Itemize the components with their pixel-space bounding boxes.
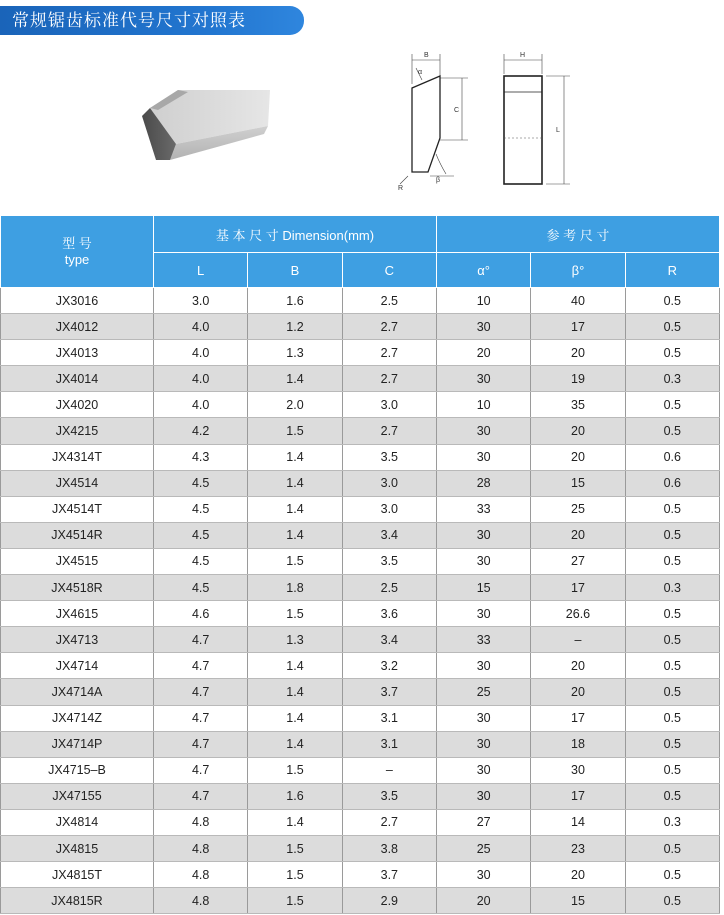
cell-beta: 15 — [531, 888, 625, 914]
cell-type: JX4515 — [1, 548, 154, 574]
cell-r: 0.5 — [625, 340, 719, 366]
cell-r: 0.5 — [625, 757, 719, 783]
cell-b: 1.8 — [248, 575, 342, 601]
cell-c: 3.2 — [342, 653, 436, 679]
cell-alpha: 27 — [436, 809, 530, 835]
cell-type: JX4012 — [1, 314, 154, 340]
table-row — [1, 392, 720, 418]
table-row — [1, 653, 720, 679]
cell-r: 0.5 — [625, 783, 719, 809]
cell-l: 4.0 — [154, 314, 248, 340]
cell-type: JX4518R — [1, 575, 154, 601]
cell-beta: 20 — [531, 679, 625, 705]
table-row — [1, 627, 720, 653]
cell-r: 0.5 — [625, 314, 719, 340]
cell-l: 4.7 — [154, 653, 248, 679]
cell-b: 1.4 — [248, 705, 342, 731]
cell-b: 2.0 — [248, 392, 342, 418]
header-col-b: B — [248, 253, 342, 288]
dimension-table-container — [0, 215, 719, 914]
cell-beta: 14 — [531, 809, 625, 835]
cell-b: 1.5 — [248, 418, 342, 444]
cell-alpha: 30 — [436, 705, 530, 731]
cell-alpha: 30 — [436, 601, 530, 627]
table-row — [1, 418, 720, 444]
table-row — [1, 809, 720, 835]
cell-alpha: 30 — [436, 731, 530, 757]
cell-l: 4.5 — [154, 575, 248, 601]
cell-c: 2.9 — [342, 888, 436, 914]
cell-r: 0.5 — [625, 288, 719, 314]
cell-alpha: 15 — [436, 575, 530, 601]
table-row — [1, 366, 720, 392]
header-type-en: type — [64, 251, 90, 267]
cell-alpha: 30 — [436, 314, 530, 340]
header-col-alpha: α° — [436, 253, 530, 288]
cell-c: 2.5 — [342, 288, 436, 314]
cell-beta: 25 — [531, 496, 625, 522]
cell-alpha: 10 — [436, 288, 530, 314]
cell-r: 0.5 — [625, 705, 719, 731]
cell-beta: 35 — [531, 392, 625, 418]
cell-l: 4.7 — [154, 757, 248, 783]
cell-b: 1.3 — [248, 340, 342, 366]
cell-beta: 26.6 — [531, 601, 625, 627]
cell-alpha: 20 — [436, 340, 530, 366]
cell-r: 0.5 — [625, 418, 719, 444]
cell-l: 4.5 — [154, 470, 248, 496]
cell-l: 4.5 — [154, 548, 248, 574]
cell-c: 3.7 — [342, 679, 436, 705]
cell-alpha: 33 — [436, 496, 530, 522]
cell-beta: 40 — [531, 288, 625, 314]
label-r: R — [398, 185, 404, 192]
cell-b: 1.4 — [248, 809, 342, 835]
cell-r: 0.5 — [625, 888, 719, 914]
cell-l: 4.5 — [154, 522, 248, 548]
page-title: 常规锯齿标准代号尺寸对照表 — [0, 6, 304, 35]
table-row — [1, 496, 720, 522]
cell-type: JX4714P — [1, 731, 154, 757]
label-h: H — [520, 52, 526, 59]
cell-alpha: 20 — [436, 888, 530, 914]
table-row — [1, 522, 720, 548]
table-row — [1, 705, 720, 731]
cell-type: JX4715–B — [1, 757, 154, 783]
cell-r: 0.3 — [625, 366, 719, 392]
dimension-table — [0, 215, 720, 914]
cell-b: 1.5 — [248, 548, 342, 574]
cell-type: JX4514T — [1, 496, 154, 522]
cell-beta: 17 — [531, 705, 625, 731]
cell-c: 2.7 — [342, 314, 436, 340]
cell-beta: 20 — [531, 653, 625, 679]
cell-c: 3.1 — [342, 731, 436, 757]
header-reference-group: 参 考 尺 寸 — [436, 216, 719, 253]
table-row — [1, 444, 720, 470]
cell-l: 4.0 — [154, 340, 248, 366]
cell-beta: 23 — [531, 835, 625, 861]
table-row — [1, 862, 720, 888]
header-col-c: C — [342, 253, 436, 288]
table-body — [1, 288, 720, 914]
cell-r: 0.5 — [625, 731, 719, 757]
cell-c: 3.0 — [342, 496, 436, 522]
table-row — [1, 835, 720, 861]
cell-l: 4.7 — [154, 731, 248, 757]
cell-c: 3.5 — [342, 548, 436, 574]
cell-b: 1.6 — [248, 783, 342, 809]
label-c: C — [454, 107, 460, 114]
cell-b: 1.5 — [248, 888, 342, 914]
cell-r: 0.5 — [625, 601, 719, 627]
cell-alpha: 30 — [436, 366, 530, 392]
saw-tip-image — [138, 86, 278, 166]
cell-b: 1.3 — [248, 627, 342, 653]
header-type-cn: 型 号 — [62, 235, 92, 251]
cell-r: 0.5 — [625, 627, 719, 653]
cell-c: 3.6 — [342, 601, 436, 627]
cell-alpha: 28 — [436, 470, 530, 496]
cell-beta: 20 — [531, 340, 625, 366]
cell-beta: 20 — [531, 444, 625, 470]
cell-b: 1.4 — [248, 366, 342, 392]
cell-r: 0.5 — [625, 522, 719, 548]
cell-l: 4.0 — [154, 392, 248, 418]
cell-r: 0.5 — [625, 496, 719, 522]
cell-c: 2.7 — [342, 418, 436, 444]
cell-b: 1.5 — [248, 862, 342, 888]
cell-r: 0.5 — [625, 653, 719, 679]
cell-b: 1.4 — [248, 470, 342, 496]
cell-c: 3.7 — [342, 862, 436, 888]
label-beta: β — [436, 177, 441, 184]
cell-c: 3.4 — [342, 627, 436, 653]
cell-l: 4.8 — [154, 835, 248, 861]
header-type — [1, 216, 154, 288]
cell-b: 1.6 — [248, 288, 342, 314]
cell-type: JX4714A — [1, 679, 154, 705]
cell-c: 2.7 — [342, 366, 436, 392]
cell-c: 3.4 — [342, 522, 436, 548]
cell-b: 1.4 — [248, 496, 342, 522]
table-row — [1, 601, 720, 627]
cell-r: 0.5 — [625, 548, 719, 574]
header-col-r: R — [625, 253, 719, 288]
table-row — [1, 288, 720, 314]
cell-type: JX4615 — [1, 601, 154, 627]
cell-l: 3.0 — [154, 288, 248, 314]
cell-alpha: 25 — [436, 679, 530, 705]
cell-type: JX4314T — [1, 444, 154, 470]
cell-l: 4.7 — [154, 783, 248, 809]
cell-type: JX4020 — [1, 392, 154, 418]
cell-c: 3.5 — [342, 444, 436, 470]
cell-beta: – — [531, 627, 625, 653]
cell-type: JX4514 — [1, 470, 154, 496]
cell-beta: 18 — [531, 731, 625, 757]
cell-alpha: 30 — [436, 783, 530, 809]
cell-b: 1.4 — [248, 444, 342, 470]
cell-b: 1.5 — [248, 757, 342, 783]
cell-beta: 17 — [531, 575, 625, 601]
cell-type: JX4815R — [1, 888, 154, 914]
cell-b: 1.5 — [248, 835, 342, 861]
cell-l: 4.2 — [154, 418, 248, 444]
cell-alpha: 30 — [436, 444, 530, 470]
cell-beta: 27 — [531, 548, 625, 574]
cell-c: 2.7 — [342, 340, 436, 366]
cell-c: 2.5 — [342, 575, 436, 601]
header-dimension-group: 基 本 尺 寸 Dimension(mm) — [154, 216, 437, 253]
cell-alpha: 25 — [436, 835, 530, 861]
cell-type: JX4815 — [1, 835, 154, 861]
cell-l: 4.6 — [154, 601, 248, 627]
cell-b: 1.4 — [248, 731, 342, 757]
cell-beta: 30 — [531, 757, 625, 783]
cell-r: 0.5 — [625, 835, 719, 861]
cell-type: JX4714Z — [1, 705, 154, 731]
cell-beta: 15 — [531, 470, 625, 496]
cell-type: JX4814 — [1, 809, 154, 835]
label-b: B — [424, 52, 429, 59]
cell-alpha: 33 — [436, 627, 530, 653]
cell-c: – — [342, 757, 436, 783]
cell-l: 4.0 — [154, 366, 248, 392]
cell-r: 0.3 — [625, 809, 719, 835]
cell-type: JX47155 — [1, 783, 154, 809]
cell-b: 1.2 — [248, 314, 342, 340]
cell-c: 3.5 — [342, 783, 436, 809]
table-row — [1, 340, 720, 366]
cell-c: 2.7 — [342, 809, 436, 835]
label-l: L — [556, 127, 560, 134]
cell-beta: 20 — [531, 522, 625, 548]
cell-type: JX4713 — [1, 627, 154, 653]
cell-beta: 17 — [531, 314, 625, 340]
cell-beta: 19 — [531, 366, 625, 392]
cell-l: 4.7 — [154, 705, 248, 731]
cell-b: 1.5 — [248, 601, 342, 627]
cell-r: 0.6 — [625, 444, 719, 470]
table-row — [1, 888, 720, 914]
table-row — [1, 679, 720, 705]
cell-r: 0.5 — [625, 679, 719, 705]
profile-outline — [412, 76, 440, 172]
label-alpha: α — [418, 69, 423, 76]
cell-l: 4.8 — [154, 862, 248, 888]
cell-b: 1.4 — [248, 522, 342, 548]
cell-type: JX4514R — [1, 522, 154, 548]
cell-beta: 17 — [531, 783, 625, 809]
side-profile-diagram — [396, 46, 478, 196]
cell-b: 1.4 — [248, 679, 342, 705]
cell-type: JX4013 — [1, 340, 154, 366]
cell-c: 3.8 — [342, 835, 436, 861]
cell-b: 1.4 — [248, 653, 342, 679]
cell-alpha: 10 — [436, 392, 530, 418]
table-row — [1, 548, 720, 574]
cell-beta: 20 — [531, 418, 625, 444]
cell-alpha: 30 — [436, 418, 530, 444]
cell-type: JX4215 — [1, 418, 154, 444]
cell-alpha: 30 — [436, 548, 530, 574]
cell-r: 0.6 — [625, 470, 719, 496]
cell-c: 3.0 — [342, 470, 436, 496]
cell-beta: 20 — [531, 862, 625, 888]
cell-l: 4.5 — [154, 496, 248, 522]
cell-alpha: 30 — [436, 757, 530, 783]
cell-r: 0.3 — [625, 575, 719, 601]
cell-type: JX4815T — [1, 862, 154, 888]
cell-l: 4.3 — [154, 444, 248, 470]
cell-alpha: 30 — [436, 862, 530, 888]
table-row — [1, 470, 720, 496]
cell-type: JX3016 — [1, 288, 154, 314]
cell-l: 4.7 — [154, 627, 248, 653]
cell-l: 4.7 — [154, 679, 248, 705]
table-row — [1, 783, 720, 809]
cell-alpha: 30 — [436, 522, 530, 548]
cell-c: 3.1 — [342, 705, 436, 731]
table-row — [1, 731, 720, 757]
front-view-diagram — [494, 46, 576, 196]
cell-type: JX4014 — [1, 366, 154, 392]
cell-alpha: 30 — [436, 653, 530, 679]
header-col-l: L — [154, 253, 248, 288]
cell-type: JX4714 — [1, 653, 154, 679]
cell-r: 0.5 — [625, 392, 719, 418]
table-row — [1, 314, 720, 340]
table-row — [1, 575, 720, 601]
cell-l: 4.8 — [154, 809, 248, 835]
cell-l: 4.8 — [154, 888, 248, 914]
cell-r: 0.5 — [625, 862, 719, 888]
table-row — [1, 757, 720, 783]
cell-c: 3.0 — [342, 392, 436, 418]
header-col-beta: β° — [531, 253, 625, 288]
